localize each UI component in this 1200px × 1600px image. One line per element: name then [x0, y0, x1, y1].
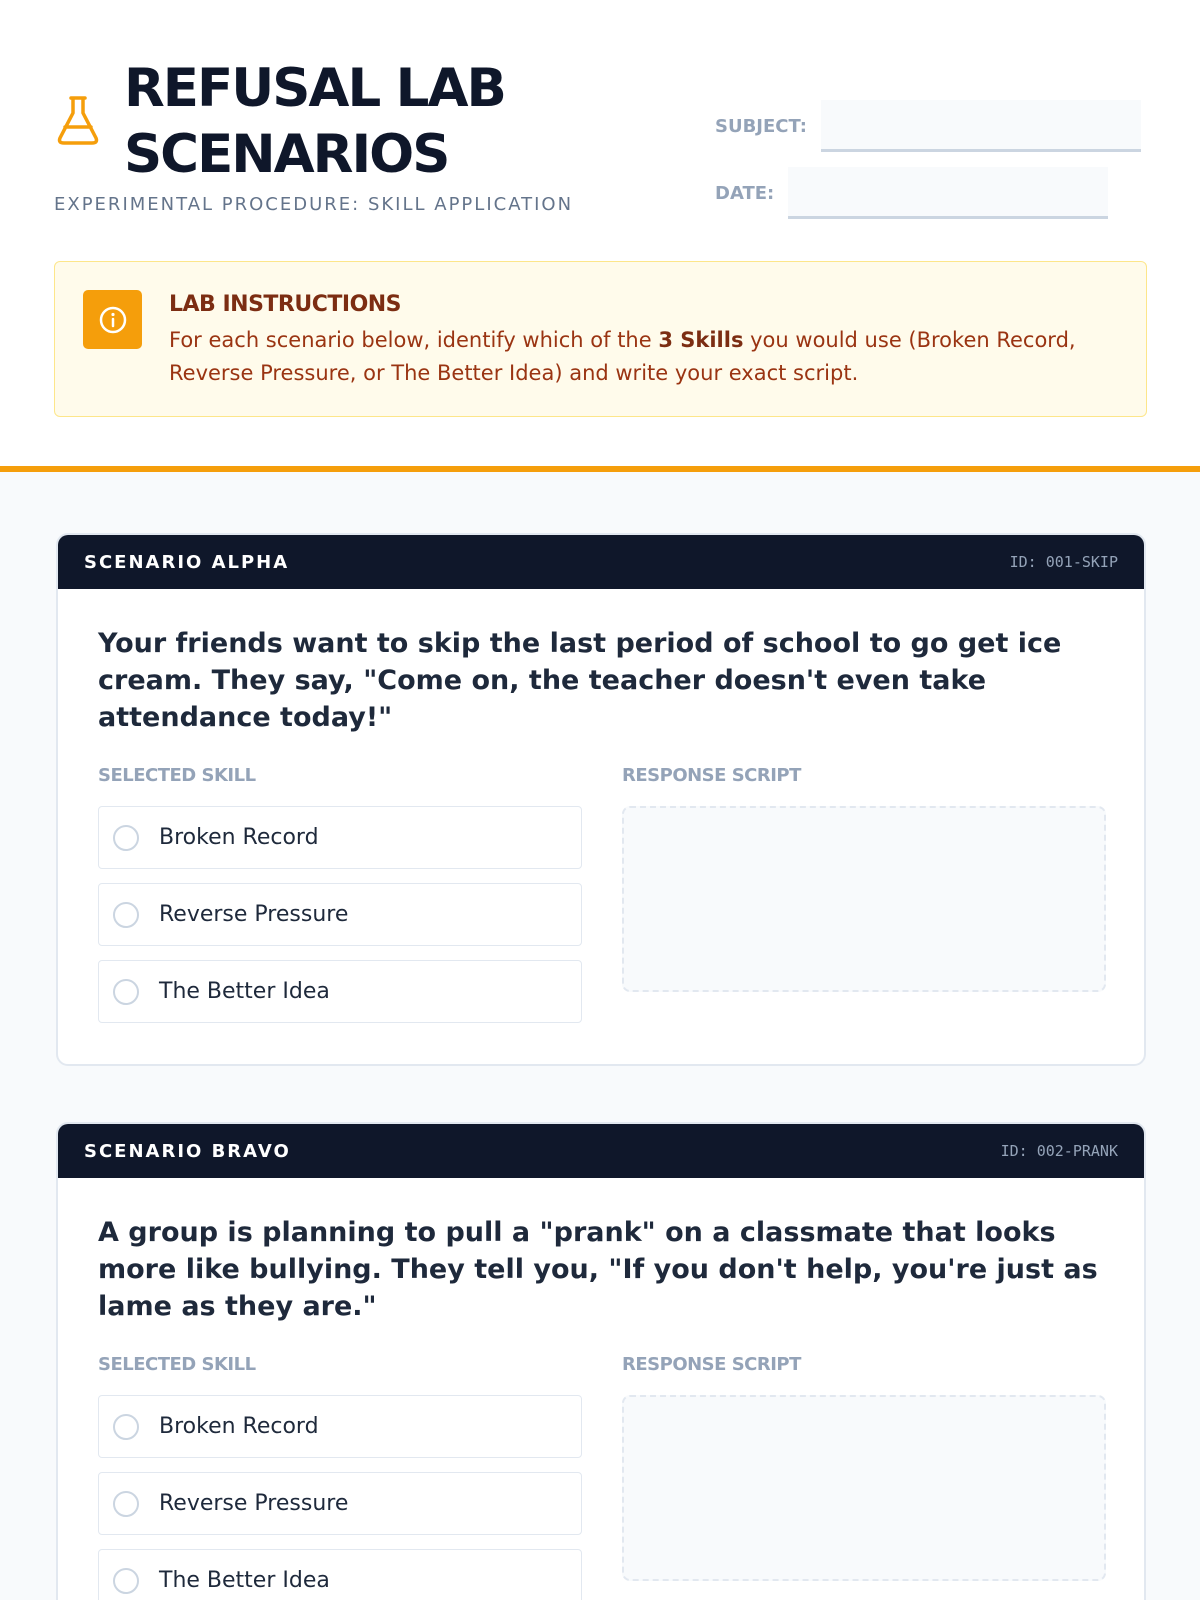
subject-label: SUBJECT: [715, 115, 807, 137]
page-title [124, 56, 505, 188]
option-broken-record[interactable] [98, 806, 582, 869]
radio-icon[interactable] [113, 1568, 139, 1594]
option-label: Reverse Pressure [159, 1491, 349, 1516]
option-label: The Better Idea [159, 979, 330, 1004]
instructions-title: LAB INSTRUCTIONS [169, 292, 402, 317]
selected-skill-label: SELECTED SKILL [98, 765, 256, 786]
option-label: The Better Idea [159, 1568, 330, 1593]
flask-icon [56, 94, 100, 146]
instructions-text-bold: 3 Skills [658, 328, 744, 352]
instructions-text-after: you would use (Broken Record, Reverse Pressure, or The Better Idea) and write your exact script. [169, 328, 1076, 385]
radio-icon[interactable] [113, 825, 139, 851]
option-better-idea[interactable] [98, 1549, 582, 1600]
radio-icon[interactable] [113, 1491, 139, 1517]
date-label: DATE: [715, 182, 775, 204]
info-icon [83, 290, 142, 349]
scenario-question: A group is planning to pull a "prank" on a classmate that looks more like bullying. They tell you, "If you don't help, you're just as lame as they are." [98, 1217, 1098, 1322]
scenario-id: ID: 002-PRANK [1000, 1142, 1118, 1160]
scenario-id: ID: 001-SKIP [1009, 553, 1118, 571]
scenario-header [58, 1124, 1144, 1178]
page-subtitle: EXPERIMENTAL PROCEDURE: SKILL APPLICATION [54, 194, 574, 215]
option-reverse-pressure[interactable] [98, 1472, 582, 1535]
title-line-2: SCENARIOS [124, 124, 449, 185]
radio-icon[interactable] [113, 902, 139, 928]
scenario-title: SCENARIO ALPHA [84, 551, 290, 573]
scenario-header [58, 535, 1144, 589]
scenario-card-alpha [56, 533, 1146, 1066]
instructions-box [54, 261, 1147, 417]
date-row [715, 167, 1108, 219]
option-label: Broken Record [159, 1414, 319, 1439]
option-label: Reverse Pressure [159, 902, 349, 927]
page-header [0, 0, 1200, 472]
selected-skill-label: SELECTED SKILL [98, 1354, 256, 1375]
scenario-question: Your friends want to skip the last period of school to go get ice cream. They say, "Come on, the teacher doesn't even take attendance today!" [98, 628, 1062, 733]
response-script-label: RESPONSE SCRIPT [622, 765, 801, 786]
instructions-text [169, 324, 1129, 390]
radio-icon[interactable] [113, 1414, 139, 1440]
scenario-title: SCENARIO BRAVO [84, 1140, 291, 1162]
instructions-text-before: For each scenario below, identify which of the [169, 328, 659, 352]
option-reverse-pressure[interactable] [98, 883, 582, 946]
radio-icon[interactable] [113, 979, 139, 1005]
subject-input[interactable] [821, 100, 1141, 152]
date-input[interactable] [788, 167, 1108, 219]
response-script-input[interactable] [622, 1395, 1106, 1581]
option-better-idea[interactable] [98, 960, 582, 1023]
option-broken-record[interactable] [98, 1395, 582, 1458]
subject-row [715, 100, 1141, 152]
option-label: Broken Record [159, 825, 319, 850]
response-script-input[interactable] [622, 806, 1106, 992]
scenario-card-bravo [56, 1122, 1146, 1600]
title-line-1: REFUSAL LAB [124, 58, 505, 119]
response-script-label: RESPONSE SCRIPT [622, 1354, 801, 1375]
